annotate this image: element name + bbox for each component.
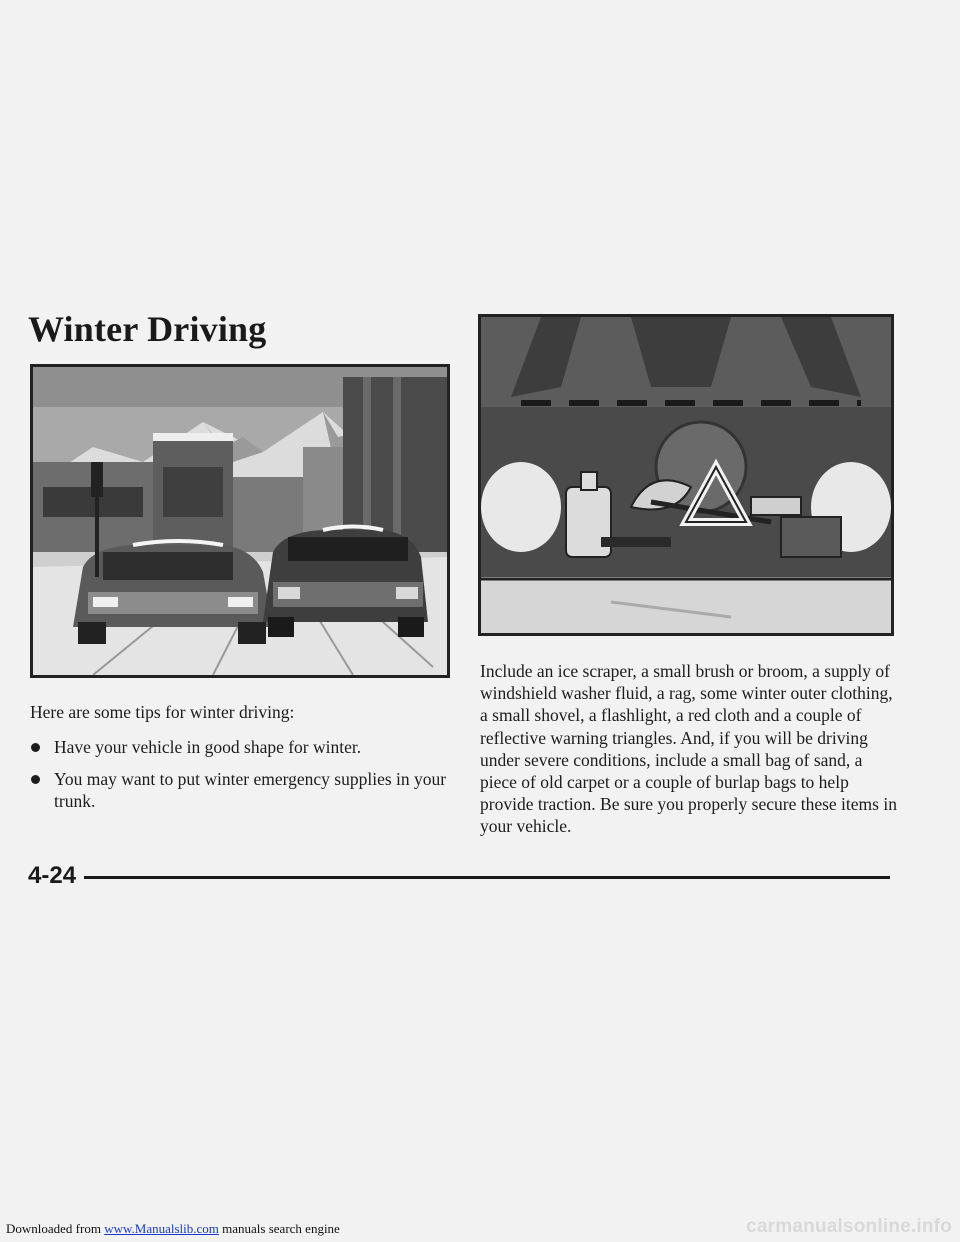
- section-title: Winter Driving: [28, 309, 267, 349]
- list-item: [30, 768, 460, 812]
- winter-street-illustration: [30, 364, 450, 678]
- list-item-text: Have your vehicle in good shape for winter.: [54, 737, 362, 757]
- footer-rule: [84, 876, 890, 879]
- download-suffix: manuals search engine: [218, 1221, 340, 1236]
- list-item: [30, 736, 460, 758]
- manualslib-link[interactable]: www.Manualslib.com: [104, 1221, 219, 1236]
- bullet-icon: [31, 743, 40, 752]
- list-item-text: You may want to put winter emergency supplies in your trunk.: [54, 769, 447, 811]
- download-prefix: Downloaded from: [6, 1221, 105, 1236]
- trunk-supplies-drawing: [481, 317, 891, 633]
- site-watermark: carmanualsonline.info: [746, 1216, 952, 1237]
- winter-street-drawing: [33, 367, 447, 675]
- download-header: [6, 1221, 340, 1237]
- bullet-icon: [31, 775, 40, 784]
- winter-tips-intro: Here are some tips for winter driving:: [30, 702, 295, 722]
- winter-supplies-paragraph: Include an ice scraper, a small brush or broom, a supply of windshield washer fluid, a rag, some winter outer clothing, a small shovel, a flashlight, a red cloth and a couple of reflective warning triangles. And, if you will be driving under severe conditions, include a small bag of sand, a piece of old carpet or a couple of burlap bags to help provide traction. Be sure you properly secure these items in your vehicle.: [480, 661, 897, 837]
- winter-tips-list: [30, 736, 460, 822]
- page-number: 4-24: [28, 862, 77, 889]
- trunk-supplies-illustration: [478, 314, 894, 636]
